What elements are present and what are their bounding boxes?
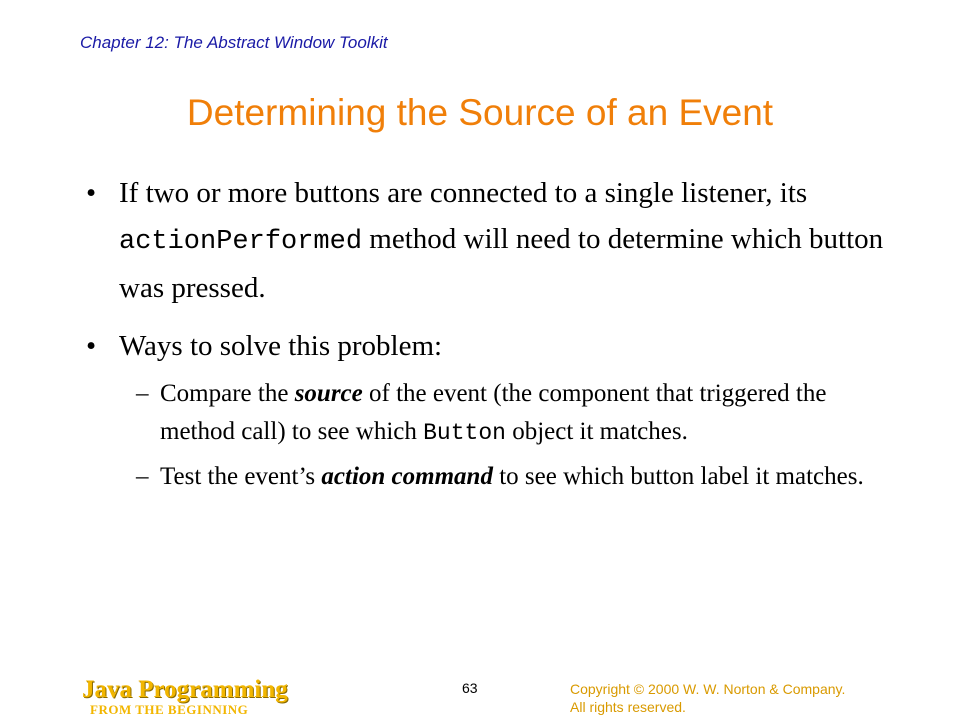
chapter-header: Chapter 12: The Abstract Window Toolkit <box>80 33 388 52</box>
sub-bullet-item <box>80 458 900 496</box>
copyright-line: Copyright © 2000 W. W. Norton & Company. <box>570 681 846 697</box>
emphasis-text: source <box>294 380 363 407</box>
code-text: Button <box>423 420 506 446</box>
sub-text: to see which button label it matches. <box>492 463 864 490</box>
sub-text: Test the event’s <box>160 463 322 490</box>
bullet-list <box>80 170 900 496</box>
emphasis-text: action command <box>321 463 493 490</box>
bullet-item <box>80 170 900 311</box>
copyright-line: All rights reserved. <box>570 699 686 715</box>
bullet-item <box>80 323 900 369</box>
sub-text: of the event (the component that triggered the method call) to see which <box>160 380 827 445</box>
bullet-text: Ways to solve this problem: <box>119 330 443 362</box>
bullet-mark: • <box>86 177 97 209</box>
dash-mark: – <box>136 380 149 407</box>
sub-text: Compare the <box>160 380 295 407</box>
logo-title: Java Programming <box>82 676 288 703</box>
book-logo <box>82 676 288 718</box>
sub-bullet-item <box>80 375 900 452</box>
bullet-text: method will need to determine which button was pressed. <box>119 223 884 304</box>
sub-text: object it matches. <box>505 418 688 445</box>
slide-title: Determining the Source of an Event <box>186 92 774 133</box>
dash-mark: – <box>136 463 149 490</box>
page-number: 63 <box>462 680 478 696</box>
copyright-notice <box>570 680 845 716</box>
logo-subtitle: FROM THE BEGINNING <box>90 702 249 717</box>
sub-bullet-list <box>80 375 900 496</box>
bullet-text: If two or more buttons are connected to a single listener, its <box>119 177 808 209</box>
code-text: actionPerformed <box>119 227 363 257</box>
bullet-mark: • <box>86 330 97 362</box>
